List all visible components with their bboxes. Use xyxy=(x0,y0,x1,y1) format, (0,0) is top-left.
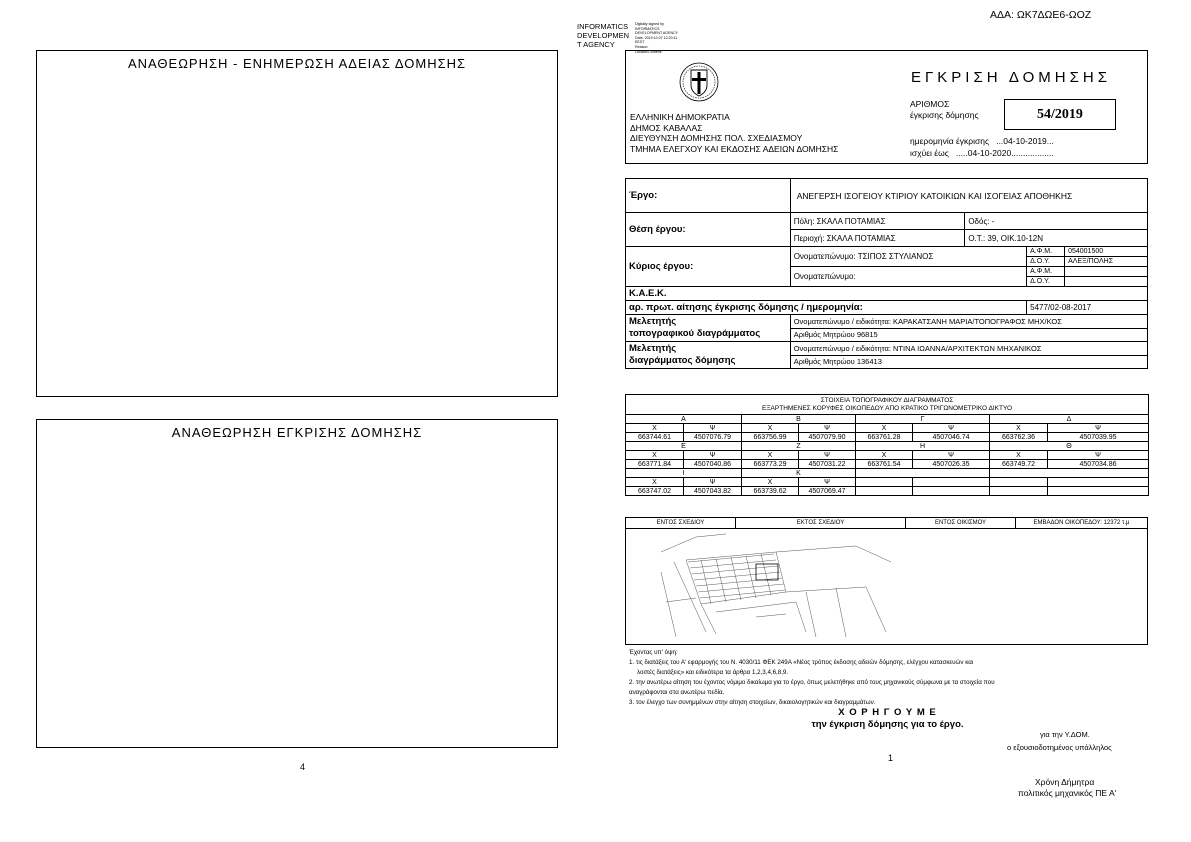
coord-cell: 4507031.22 xyxy=(799,460,856,469)
point-label: Δ xyxy=(990,415,1149,424)
point-label: Ι xyxy=(626,469,742,478)
valid-label: ισχύει έως xyxy=(910,148,949,158)
left-page-number: 4 xyxy=(300,762,306,772)
map-header-4: ΕΜΒΑΔΟΝ ΟΙΚΟΠΕΔΟΥ: 12372 τ.μ xyxy=(1033,520,1130,526)
revision-approval-panel xyxy=(36,419,558,748)
owner-name-2: Ονοματεπώνυμο: xyxy=(790,267,1026,287)
kaek-label: Κ.Α.Ε.Κ. xyxy=(626,287,1148,301)
date-label: ημερομηνία έγκρισης xyxy=(910,136,990,146)
coord-cell: 663749.72 xyxy=(990,460,1048,469)
dom-name: Ονοματεπώνυμο / ειδικότητα: ΝΤΙΝΑ ΙΩΑΝΝΑ/ΑΡΧΙΤΕΚΤΩΝ ΜΗΧΑΝΙΚΟΣ xyxy=(790,342,1147,356)
coord-cell: 663756.99 xyxy=(742,433,799,442)
afm-value: 054001500 xyxy=(1065,247,1148,257)
thesi-label: Θέση έργου: xyxy=(626,213,791,247)
y-header: Ψ xyxy=(799,424,856,433)
dom-label-1: Μελετητής xyxy=(629,343,677,354)
coords-title-1: ΣΤΟΙΧΕΙΑ ΤΟΠΟΓΡΑΦΙΚΟΥ ΔΙΑΓΡΑΜΜΑΤΟΣ xyxy=(820,396,954,404)
x-header: Χ xyxy=(990,451,1048,460)
x-header: Χ xyxy=(742,424,799,433)
point-label xyxy=(990,469,1149,478)
valid-value: .....04-10-2020.................. xyxy=(955,148,1054,158)
footer-line: 3. τον έλεγχο των συνημμένων στην αίτηση στοιχείων, δικαιολογητικών και διαγραμμάτων. xyxy=(629,699,876,706)
map-header-2: ΕΚΤΟΣ ΣΧΕΔΙΟΥ xyxy=(736,518,906,528)
afm-label: Α.Φ.Μ. xyxy=(1027,247,1065,257)
poli-value: Πόλη: ΣΚΑΛΑ ΠΟΤΑΜΙΑΣ xyxy=(790,213,965,230)
aitisi-value: 5477/02-08-2017 xyxy=(1027,301,1148,315)
stamp-small: Location: Athens xyxy=(635,49,662,54)
point-label: Α xyxy=(626,415,742,424)
coord-cell: 4507043.82 xyxy=(684,487,742,496)
coord-cell: 4507040.86 xyxy=(684,460,742,469)
x-header: Χ xyxy=(626,478,684,487)
aitisi-label: αρ. πρωτ. αίτησης έγκρισης δόμησης / ημερομηνία: xyxy=(626,301,1027,315)
stamp-small: EEST xyxy=(635,40,645,45)
revision-update-panel xyxy=(36,50,558,397)
doy-label: Δ.Ο.Υ. xyxy=(1027,257,1065,267)
y-header: Ψ xyxy=(684,451,742,460)
doy2-label: Δ.Ο.Υ. xyxy=(1027,277,1065,287)
x-header: Χ xyxy=(626,424,684,433)
owner-name-1: Ονοματεπώνυμο: ΤΣΙΠΟΣ ΣΤΥΛΙΑΝΟΣ xyxy=(790,247,1026,267)
signer-name: Χρόνη Δήμητρα xyxy=(1035,777,1095,787)
y-header: Ψ xyxy=(913,424,990,433)
point-label: Γ xyxy=(856,415,990,424)
y-header: Ψ xyxy=(1048,451,1149,460)
stamp-small: DEVELOPMENT AGENCY xyxy=(635,31,679,36)
ergo-value: ΑΝΕΓΕΡΣΗ ΙΣΟΓΕΙΟΥ ΚΤΙΡΙΟΥ ΚΑΤΟΙΚΙΩΝ ΚΑΙ ΙΣΟΓΕΙΑΣ ΑΠΟΘΗΚΗΣ xyxy=(790,179,1147,213)
topo-mitroo: Αριθμός Μητρώου 96815 xyxy=(790,328,1147,342)
x-header: Χ xyxy=(742,478,799,487)
footer-line: 2. την ανωτέρω αίτηση του έχοντος νόμιμο δικαίωμα για το έργο, όπως μελετήθηκε από τους μηχανικούς σύμφωνα με τα στοιχεία που xyxy=(629,679,995,686)
point-label: Θ xyxy=(990,442,1149,451)
revision-approval-title: ΑΝΑΘΕΩΡΗΣΗ ΕΓΚΡΙΣΗΣ ΔΟΜΗΣΗΣ xyxy=(171,425,423,440)
date-value: ...04-10-2019... xyxy=(996,136,1054,146)
authorized-employee: ο εξουσιοδοτημένος υπάλληλος xyxy=(1007,743,1112,752)
x-header: Χ xyxy=(742,451,799,460)
authority-line: ΤΜΗΜΑ ΕΛΕΓΧΟΥ ΚΑΙ ΕΚΔΟΣΗΣ ΑΔΕΙΩΝ ΔΟΜΗΣΗΣ xyxy=(630,143,839,154)
topo-label-1: Μελετητής xyxy=(629,316,677,327)
point-label xyxy=(856,469,990,478)
ot-value: Ο.Τ.: 39, ΟΙΚ.10-12Ν xyxy=(965,230,1148,247)
odos-value: Οδός: - xyxy=(965,213,1148,230)
point-label: Β xyxy=(742,415,856,424)
coord-cell: 663739.62 xyxy=(742,487,799,496)
footer-line: λοιπές διατάξεις» και ειδικότερα τα άρθρα 1,2,3,4,6,8,9. xyxy=(637,669,789,676)
greek-emblem-icon xyxy=(679,61,719,103)
coord-cell: 4507026.35 xyxy=(913,460,990,469)
site-map-panel xyxy=(625,517,1148,645)
coord-cell: 4507079.90 xyxy=(799,433,856,442)
topo-label-2: τοπογραφικού διαγράμματος xyxy=(629,328,761,339)
dom-label-2: διαγράμματος δόμησης xyxy=(629,355,736,366)
stamp-small: Date: 2019.10.07 12:20:11 xyxy=(635,35,678,40)
number-label: ΑΡΙΘΜΟΣ xyxy=(910,99,950,109)
y-header: Ψ xyxy=(1048,424,1149,433)
coord-cell: 663773.29 xyxy=(742,460,799,469)
x-header: Χ xyxy=(990,424,1048,433)
footer-line: αναγράφονται στα ανωτέρω πεδία. xyxy=(629,689,725,696)
coord-cell: 4507046.74 xyxy=(913,433,990,442)
point-label: Η xyxy=(856,442,990,451)
kyrios-label: Κύριος έργου: xyxy=(626,247,791,287)
topo-name: Ονοματεπώνυμο / ειδικότητα: ΚΑΡΑΚΑΤΣΑΝΗ ΜΑΡΙΑ/ΤΟΠΟΓΡΑΦΟΣ ΜΗΧ/ΚΟΣ xyxy=(790,315,1147,329)
map-header-1: ΕΝΤΟΣ ΣΧΕΔΙΟΥ xyxy=(626,518,736,528)
number-sublabel: έγκρισης δόμησης xyxy=(910,110,979,120)
point-label: Κ xyxy=(742,469,856,478)
y-header: Ψ xyxy=(913,451,990,460)
approval-header xyxy=(625,50,1148,164)
y-header: Ψ xyxy=(684,424,742,433)
coordinates-table xyxy=(625,394,1149,496)
coord-cell: 663762.36 xyxy=(990,433,1048,442)
stamp-small: INFORMATICS xyxy=(635,26,660,31)
y-header: Ψ xyxy=(799,478,856,487)
authority-line: ΔΙΕΥΘΥΝΣΗ ΔΟΜΗΣΗΣ ΠΟΛ. ΣΧΕΔΙΑΣΜΟΥ xyxy=(630,133,803,143)
coord-cell: 4507039.95 xyxy=(1048,433,1149,442)
project-info-table xyxy=(625,178,1148,369)
stamp-line: T AGENCY xyxy=(577,40,615,49)
coord-cell: 663761.54 xyxy=(856,460,913,469)
for-ydom: για την Υ.ΔΟΜ. xyxy=(1040,730,1090,739)
doy-value: ΑΛΕΞ/ΠΟΛΗΣ xyxy=(1065,257,1148,267)
stamp-small: Reason: xyxy=(635,44,649,49)
footer-line: 1. τις διατάξεις του Α' εφαρμογής του Ν. 4030/11 ΦΕΚ 249Α «Νέος τρόπος έκδοσης αδειών δόμησης, ελέγχου κατασκευών και xyxy=(629,659,974,666)
dom-mitroo: Αριθμός Μητρώου 136413 xyxy=(790,355,1147,369)
coord-cell: 4507034.86 xyxy=(1048,460,1149,469)
coord-cell: 4507069.47 xyxy=(799,487,856,496)
coord-cell: 663761.28 xyxy=(856,433,913,442)
approval-title: ΕΓΚΡΙΣΗ ΔΟΜΗΣΗΣ xyxy=(911,69,1111,86)
revision-update-title: ΑΝΑΘΕΩΡΗΣΗ - ΕΝΗΜΕΡΩΣΗ ΑΔΕΙΑΣ ΔΟΜΗΣΗΣ xyxy=(127,56,467,71)
x-header: Χ xyxy=(626,451,684,460)
x-header: Χ xyxy=(856,451,913,460)
map-header-3: ΕΝΤΟΣ ΟΙΚΙΣΜΟΥ xyxy=(906,518,1016,528)
coord-cell: 663744.61 xyxy=(626,433,684,442)
coord-cell: 4507076.79 xyxy=(684,433,742,442)
coord-cell: 663771.84 xyxy=(626,460,684,469)
site-plan-drawing xyxy=(656,532,896,640)
afm2-label: Α.Φ.Μ. xyxy=(1027,267,1065,277)
point-label: Ζ xyxy=(742,442,856,451)
stamp-line: INFORMATICS xyxy=(577,22,629,31)
coords-title-2: ΕΞΑΡΤΗΜΕΝΕΣ ΚΟΡΥΦΕΣ ΟΙΚΟΠΕΔΟΥ ΑΠΟ ΚΡΑΤΙΚΟ ΤΡΙΓΩΝΟΜΕΤΡΙΚΟ ΔΙΚΤΥΟ xyxy=(762,404,1013,412)
right-page-number: 1 xyxy=(888,753,894,763)
footer-line: Έχοντας υπ' όψη: xyxy=(629,649,678,656)
signer-role: πολιτικός μηχανικός ΠΕ Α' xyxy=(1018,788,1117,798)
grant-heading: Χ Ο Ρ Η Γ Ο Υ Μ Ε xyxy=(838,707,937,718)
y-header: Ψ xyxy=(799,451,856,460)
x-header: Χ xyxy=(856,424,913,433)
ada-code: ΑΔΑ: ΩΚ7ΔΩΕ6-ΩΟΖ xyxy=(990,9,1092,21)
perioxi-value: Περιοχή: ΣΚΑΛΑ ΠΟΤΑΜΙΑΣ xyxy=(790,230,965,247)
point-label: Ε xyxy=(626,442,742,451)
ergo-label: Έργο: xyxy=(626,179,791,213)
y-header: Ψ xyxy=(684,478,742,487)
stamp-small: Digitally signed by xyxy=(635,22,664,26)
authority-line: ΕΛΛΗΝΙΚΗ ΔΗΜΟΚΡΑΤΙΑ xyxy=(630,112,730,122)
stamp-line: DEVELOPMEN xyxy=(577,31,630,40)
grant-subheading: την έγκριση δόμησης για το έργο. xyxy=(811,719,964,730)
authority-line: ΔΗΜΟΣ ΚΑΒΑΛΑΣ xyxy=(630,122,703,133)
coord-cell: 663747.02 xyxy=(626,487,684,496)
approval-number: 54/2019 xyxy=(1004,99,1116,130)
